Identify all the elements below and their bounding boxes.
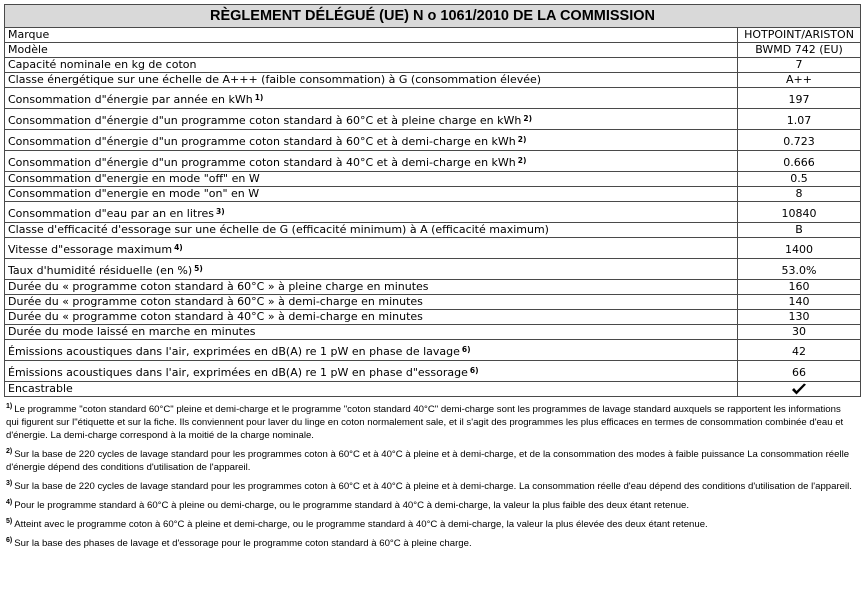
row-label: Encastrable bbox=[8, 382, 73, 395]
row-value-cell bbox=[738, 88, 861, 109]
footnote-marker: 4) bbox=[174, 243, 183, 252]
table-row bbox=[5, 238, 861, 259]
footnote-marker: 2) bbox=[517, 135, 527, 144]
table-row bbox=[5, 172, 861, 187]
row-value: 130 bbox=[788, 310, 810, 323]
title-row bbox=[5, 5, 861, 28]
row-label-cell bbox=[5, 28, 738, 43]
row-label: Durée du mode laissé en marche en minutes bbox=[8, 325, 256, 338]
row-value: 30 bbox=[792, 325, 806, 338]
table-row bbox=[5, 202, 861, 223]
row-value: 8 bbox=[795, 187, 803, 200]
row-label-cell bbox=[5, 73, 738, 88]
table-row bbox=[5, 187, 861, 202]
row-label-cell bbox=[5, 151, 738, 172]
row-value-cell bbox=[738, 43, 861, 58]
footnote-marker: 3) bbox=[216, 207, 225, 216]
row-value-cell bbox=[738, 361, 861, 382]
table-row bbox=[5, 28, 861, 43]
table-row bbox=[5, 58, 861, 73]
row-label-cell bbox=[5, 58, 738, 73]
row-label-cell bbox=[5, 202, 738, 223]
row-value-cell bbox=[738, 187, 861, 202]
footnote-marker: 2) bbox=[523, 114, 533, 123]
row-value: 0.666 bbox=[783, 156, 815, 169]
table-row bbox=[5, 130, 861, 151]
table-row bbox=[5, 325, 861, 340]
row-value-cell bbox=[738, 280, 861, 295]
footnotes bbox=[4, 403, 860, 550]
row-label-cell bbox=[5, 223, 738, 238]
footnote bbox=[6, 518, 860, 531]
row-value-cell bbox=[738, 382, 861, 397]
row-value: 197 bbox=[788, 93, 810, 106]
footnote-mark: 1) bbox=[6, 403, 13, 410]
row-label: Consommation d"énergie par année en kWh bbox=[8, 93, 253, 106]
row-label: Classe énergétique sur une échelle de A+++ (faible consommation) à G (consommation élevée) bbox=[8, 73, 542, 86]
footnote-mark: 2) bbox=[6, 448, 13, 455]
row-value: 0.723 bbox=[783, 135, 815, 148]
footnote-marker: 6) bbox=[469, 366, 479, 375]
row-value: HOTPOINT/ARISTON bbox=[744, 28, 854, 41]
footnote bbox=[6, 480, 860, 493]
specification-table bbox=[4, 4, 861, 397]
row-label: Marque bbox=[8, 28, 50, 41]
table-row bbox=[5, 151, 861, 172]
table-row bbox=[5, 109, 861, 130]
footnote-marker: 6) bbox=[461, 345, 471, 354]
row-label-cell bbox=[5, 88, 738, 109]
table-row bbox=[5, 223, 861, 238]
footnote-text: Le programme "coton standard 60°C" pleine et demi-charge et le programme "coton standard 40°C" demi-charge sont les programmes de lavage standard auxquels se rapportent les informations qui figurent sur l"étiquette et sur la fiche. Ils conviennent pour laver du linge en coton normalement sale, et il s'agit des programmes les plus efficaces en termes de consommation combinée d'eau et d'énergie. La demi-charge correspond à la moitié de la charge nominale. bbox=[6, 404, 844, 441]
footnote-marker: 1) bbox=[254, 93, 264, 102]
row-label: Durée du « programme coton standard à 60°C » à pleine charge en minutes bbox=[8, 280, 429, 293]
row-value-cell bbox=[738, 28, 861, 43]
row-label-cell bbox=[5, 43, 738, 58]
table-row bbox=[5, 310, 861, 325]
row-label-cell bbox=[5, 259, 738, 280]
row-label: Modèle bbox=[8, 43, 48, 56]
footnote-mark: 3) bbox=[6, 480, 13, 487]
row-value-cell bbox=[738, 259, 861, 280]
row-label-cell bbox=[5, 172, 738, 187]
row-label: Consommation d"énergie d"un programme coton standard à 40°C et à demi-charge en kWh bbox=[8, 156, 516, 169]
row-value-cell bbox=[738, 109, 861, 130]
row-value: 53.0% bbox=[781, 264, 817, 277]
row-value-cell bbox=[738, 130, 861, 151]
row-label-cell bbox=[5, 382, 738, 397]
table-row bbox=[5, 88, 861, 109]
footnote-mark: 6) bbox=[6, 537, 13, 544]
table-row bbox=[5, 73, 861, 88]
footnote-text: Sur la base de 220 cycles de lavage standard pour les programmes coton à 60°C et à 40°C à pleine et à demi-charge, et de la consommation des modes à faible puissance La consommation réelle d'énergie dépend des conditions d'utilisation de l'appareil. bbox=[6, 449, 850, 473]
row-value: 66 bbox=[792, 366, 806, 379]
row-label-cell bbox=[5, 325, 738, 340]
row-value-cell bbox=[738, 58, 861, 73]
row-label-cell bbox=[5, 310, 738, 325]
row-value-cell bbox=[738, 295, 861, 310]
row-value: 0.5 bbox=[790, 172, 808, 185]
footnote-text: Sur la base de 220 cycles de lavage standard pour les programmes coton à 60°C et à 40°C à pleine et à demi-charge. La consommation réelle d'eau dépend des conditions d'utilisation de l'appareil. bbox=[14, 481, 852, 492]
row-value: B bbox=[795, 223, 803, 236]
row-value-cell bbox=[738, 325, 861, 340]
row-value: BWMD 742 (EU) bbox=[755, 43, 843, 56]
footnote bbox=[6, 537, 860, 550]
footnote-text: Atteint avec le programme coton à 60°C à pleine et demi-charge, ou le programme standard à 40°C à demi-charge, la valeur la plus élevée des deux étant retenue. bbox=[14, 519, 708, 530]
row-label: Capacité nominale en kg de coton bbox=[8, 58, 197, 71]
row-value: 7 bbox=[795, 58, 803, 71]
row-label-cell bbox=[5, 280, 738, 295]
row-value: A++ bbox=[786, 73, 812, 86]
row-label: Consommation d"energie en mode "off" en W bbox=[8, 172, 260, 185]
row-value: 140 bbox=[788, 295, 810, 308]
table-row bbox=[5, 361, 861, 382]
row-label-cell bbox=[5, 187, 738, 202]
row-value-cell bbox=[738, 310, 861, 325]
row-label: Durée du « programme coton standard à 60°C » à demi-charge en minutes bbox=[8, 295, 423, 308]
row-label: Consommation d"eau par an en litres bbox=[8, 207, 214, 220]
row-label: Consommation d"énergie d"un programme coton standard à 60°C et à demi-charge en kWh bbox=[8, 135, 516, 148]
row-value-cell bbox=[738, 340, 861, 361]
row-label-cell bbox=[5, 340, 738, 361]
row-label-cell bbox=[5, 130, 738, 151]
row-value: 160 bbox=[788, 280, 810, 293]
row-label: Durée du « programme coton standard à 40°C » à demi-charge en minutes bbox=[8, 310, 423, 323]
page-title: RÈGLEMENT DÉLÉGUÉ (UE) N o 1061/2010 DE LA COMMISSION bbox=[5, 5, 861, 28]
footnote-marker: 2) bbox=[517, 156, 527, 165]
row-label-cell bbox=[5, 109, 738, 130]
table-row bbox=[5, 340, 861, 361]
row-label: Taux d'humidité résiduelle (en %) bbox=[8, 264, 193, 277]
row-label: Émissions acoustiques dans l'air, exprimées en dB(A) re 1 pW en phase de lavage bbox=[8, 345, 460, 358]
footnote bbox=[6, 448, 860, 474]
row-label-cell bbox=[5, 238, 738, 259]
row-value-cell bbox=[738, 151, 861, 172]
row-label-cell bbox=[5, 295, 738, 310]
row-label: Consommation d"energie en mode "on" en W bbox=[8, 187, 260, 200]
row-label: Classe d'efficacité d'essorage sur une échelle de G (efficacité minimum) à A (efficacité maximum) bbox=[8, 223, 549, 236]
row-value-cell bbox=[738, 202, 861, 223]
row-value-cell bbox=[738, 223, 861, 238]
footnote-marker: 5) bbox=[194, 264, 203, 273]
table-row bbox=[5, 280, 861, 295]
table-row bbox=[5, 295, 861, 310]
footnote bbox=[6, 499, 860, 512]
footnote-text: Sur la base des phases de lavage et d'essorage pour le programme coton standard à 60°C à pleine charge. bbox=[14, 538, 472, 549]
row-label: Vitesse d"essorage maximum bbox=[8, 243, 173, 256]
row-value: 42 bbox=[792, 345, 806, 358]
table-row bbox=[5, 259, 861, 280]
footnote-mark: 5) bbox=[6, 518, 13, 525]
table-row bbox=[5, 382, 861, 397]
row-value-cell bbox=[738, 172, 861, 187]
footnote bbox=[6, 403, 860, 442]
regulation-sheet bbox=[4, 4, 860, 556]
row-value: 10840 bbox=[781, 207, 817, 220]
table-row bbox=[5, 43, 861, 58]
row-value-cell bbox=[738, 73, 861, 88]
check-icon bbox=[791, 383, 807, 396]
row-value: 1.07 bbox=[786, 114, 812, 127]
row-label: Émissions acoustiques dans l'air, exprimées en dB(A) re 1 pW en phase d"essorage bbox=[8, 366, 468, 379]
row-value: 1400 bbox=[785, 243, 813, 256]
footnote-mark: 4) bbox=[6, 499, 13, 506]
row-value-cell bbox=[738, 238, 861, 259]
row-label: Consommation d"énergie d"un programme coton standard à 60°C et à pleine charge en kWh bbox=[8, 114, 522, 127]
row-label-cell bbox=[5, 361, 738, 382]
footnote-text: Pour le programme standard à 60°C à pleine ou demi-charge, ou le programme standard à 40°C à demi-charge, la valeur la plus faible des deux étant retenue. bbox=[14, 500, 690, 511]
